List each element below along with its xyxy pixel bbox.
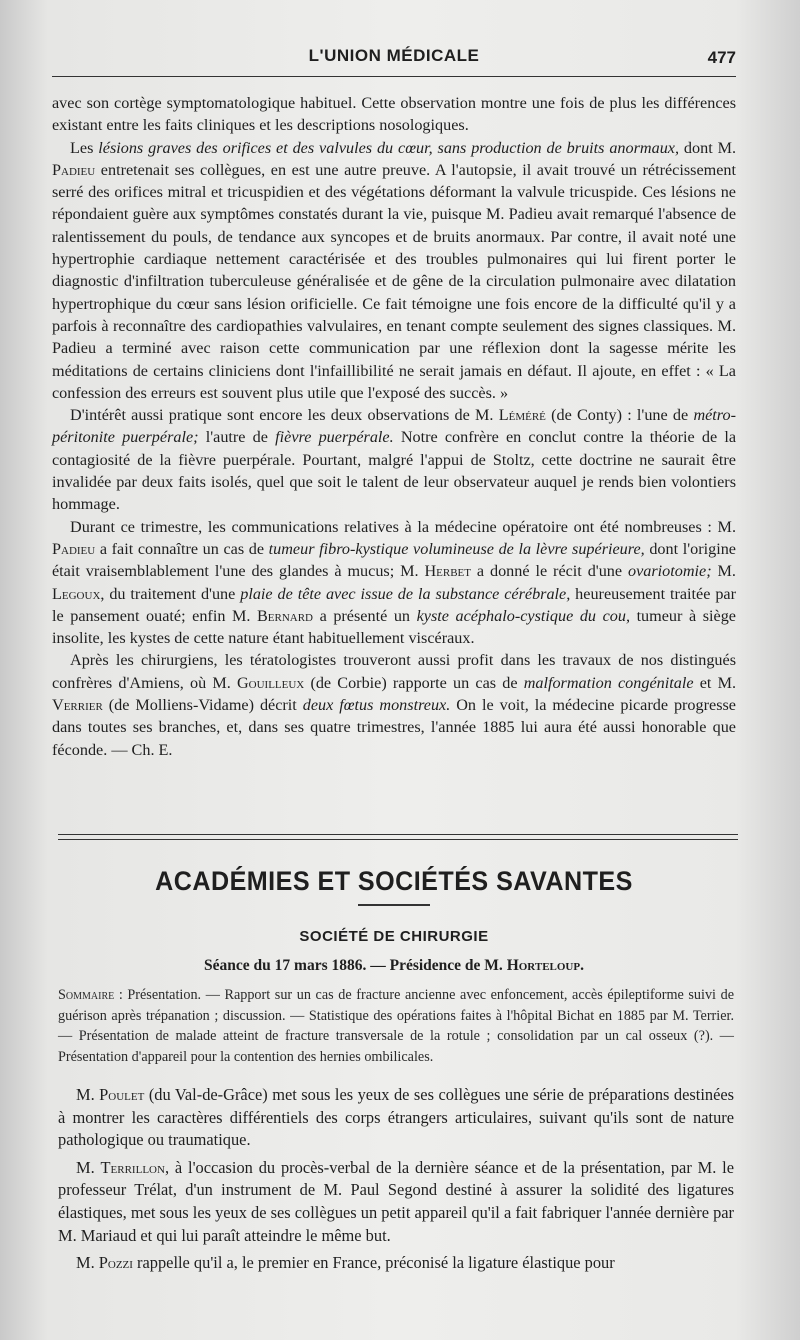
paragraph: avec son cortège symptomatologique habituel. Cette observation montre une fois de plus les différences existant entre les faits cliniques et les descriptions nosologiques. [52,94,736,135]
author-name: Bernard [256,606,314,625]
running-title: L'UNION MÉDICALE [308,46,480,65]
page-number: 477 [707,48,736,67]
author-name: Poulet [99,1085,145,1104]
author-name: Legoux [52,584,101,603]
author-name: Gouilleux [236,673,305,692]
article-body [52,92,736,761]
president-name: Horteloup [506,957,581,974]
paragraph: Les lésions graves des orifices et des valvules du cœur, sans production de bruits anormaux, dont M. Padieu entretenait ses collègues, en est une autre preuve. A l'autopsie, il avait trouvé un rétrécissement serré des orifices mitral et tricuspidien et des végétations déformant la valvule tricuspide. Ces lésions ne répondaient guère aux symptômes constatés durant la vie, puisque M. Padieu avait remarqué l'absence de ralentissement du pouls, de tendance aux syncopes et de bruits anormaux. Par contre, il avait noté une hypertrophie cardiaque nettement caractérisée et des troubles pulmonaires qui lui firent porter le diagnostic d'infiltration tuberculeuse généralisée et de gêne de la circulation pulmonaire avec dilatation hypertrophique du cœur sans lésion orificielle. Ce fait témoigne une fois encore de la difficulté qu'il y a parfois à reconnaître des cardiopathies valvulaires, en tenant compte seulement des signes classiques. M. Padieu a terminé avec raison cette communication par une réflexion dont la sagesse mérite les méditations de certains cliniciens dont l'infaillibilité ne serait jamais en défaut. Il ajoute, en effet : « La confession des erreurs est souvent plus utile que l'exposé des succès. » [52,138,737,402]
paragraph: M. Poulet (du Val-de-Grâce) met sous les yeux de ses collègues une série de préparations destinées à montrer les caractères différentiels des corps étrangers articulaires, suivant qu'ils sont de nature pathologique ou traumatique. [58,1085,734,1150]
paragraph: M. Pozzi rappelle qu'il a, le premier en France, préconisé la ligature élastique pour [76,1253,615,1273]
paragraph: Durant ce trimestre, les communications relatives à la médecine opératoire ont été nombreuses : M. Padieu a fait connaître un cas de tumeur fibro-kystique volumineuse de la lèvre supérieure, dont l'origine était vraisemblablement l'une des glandes à mucus; M. Herbet a donné le récit d'une ovariotomie; M. Legoux, du traitement d'une plaie de tête avec issue de la substance cérébrale, heureusement traitée par le pansement ouaté; enfin M. Bernard a présenté un kyste acéphalo-cystique du cou, tumeur à siège insolite, les kystes de cette nature étant habituellement viscéraux. [52,517,736,648]
title-underline [358,904,430,906]
society-heading: SOCIÉTÉ DE CHIRURGIE [299,928,489,945]
author-name: Padieu [52,539,96,558]
session-summary: Sommaire : Présentation. — Rapport sur un cas de fracture ancienne avec enfoncement, accès épileptiforme suivi de guérison après trépanation ; discussion. — Statistique des opérations faites à l'hôpital Bichat en 1885 par M. Terrier. — Présentation de malade atteint de fracture transversale de la rotule ; consolidation par un cal osseux (?). — Présentation d'appareil pour la contention des hernies ombilicales. [58,987,734,1065]
author-name: Verrier [52,696,103,715]
seance-line: Séance du 17 mars 1886. — Présidence de M. Horteloup. [204,957,584,974]
author-name: Léméré [498,406,546,425]
paragraph: M. Terrillon, à l'occasion du procès-verbal de la dernière séance et de la présentation, par M. le professeur Trélat, d'un instrument de M. Paul Segond destiné à assurer la solidité des ligatures élastiques, met sous les yeux de ses collègues un petit appareil qu'il a fait fabriquer l'année dernière par M. Mariaud et qui lui paraît atteindre le même but. [58,1157,734,1245]
author-name: Herbet [424,562,471,581]
session-minutes [58,1084,734,1280]
section-title: ACADÉMIES ET SOCIÉTÉS SAVANTES [155,866,633,896]
paragraph: Après les chirurgiens, les tératologistes trouveront aussi profit dans les travaux de nos distingués confrères d'Amiens, où M. Gouilleux (de Corbie) rapporte un cas de malformation congénitale et M. Verrier (de Molliens-Vidame) décrit deux fœtus monstreux. On le voit, la médecine picarde progresse dans toutes ses branches, et, dans ses quatre trimestres, l'année 1885 lui aura été aussi honorable que féconde. — Ch. E. [52,651,737,759]
author-name: Terrillon [100,1157,165,1177]
paragraph: D'intérêt aussi pratique sont encore les deux observations de M. Léméré (de Conty) : l'une de métro-péritonite puerpérale; l'autre de fièvre puerpérale. Notre confrère en conclut contre la théorie de la contagiosité de la fièvre puerpérale. Pourtant, malgré l'appui de Stoltz, cette doctrine ne saurait être invalidée par deux faits isolés, quel que soit le talent de leur observateur auquel je rends bien volontiers hommage. [52,406,737,514]
author-name: Padieu [52,160,96,179]
page-header [52,42,736,77]
section-divider [58,834,738,840]
summary-label: Sommaire [58,987,115,1003]
author-name: Pozzi [98,1253,133,1273]
